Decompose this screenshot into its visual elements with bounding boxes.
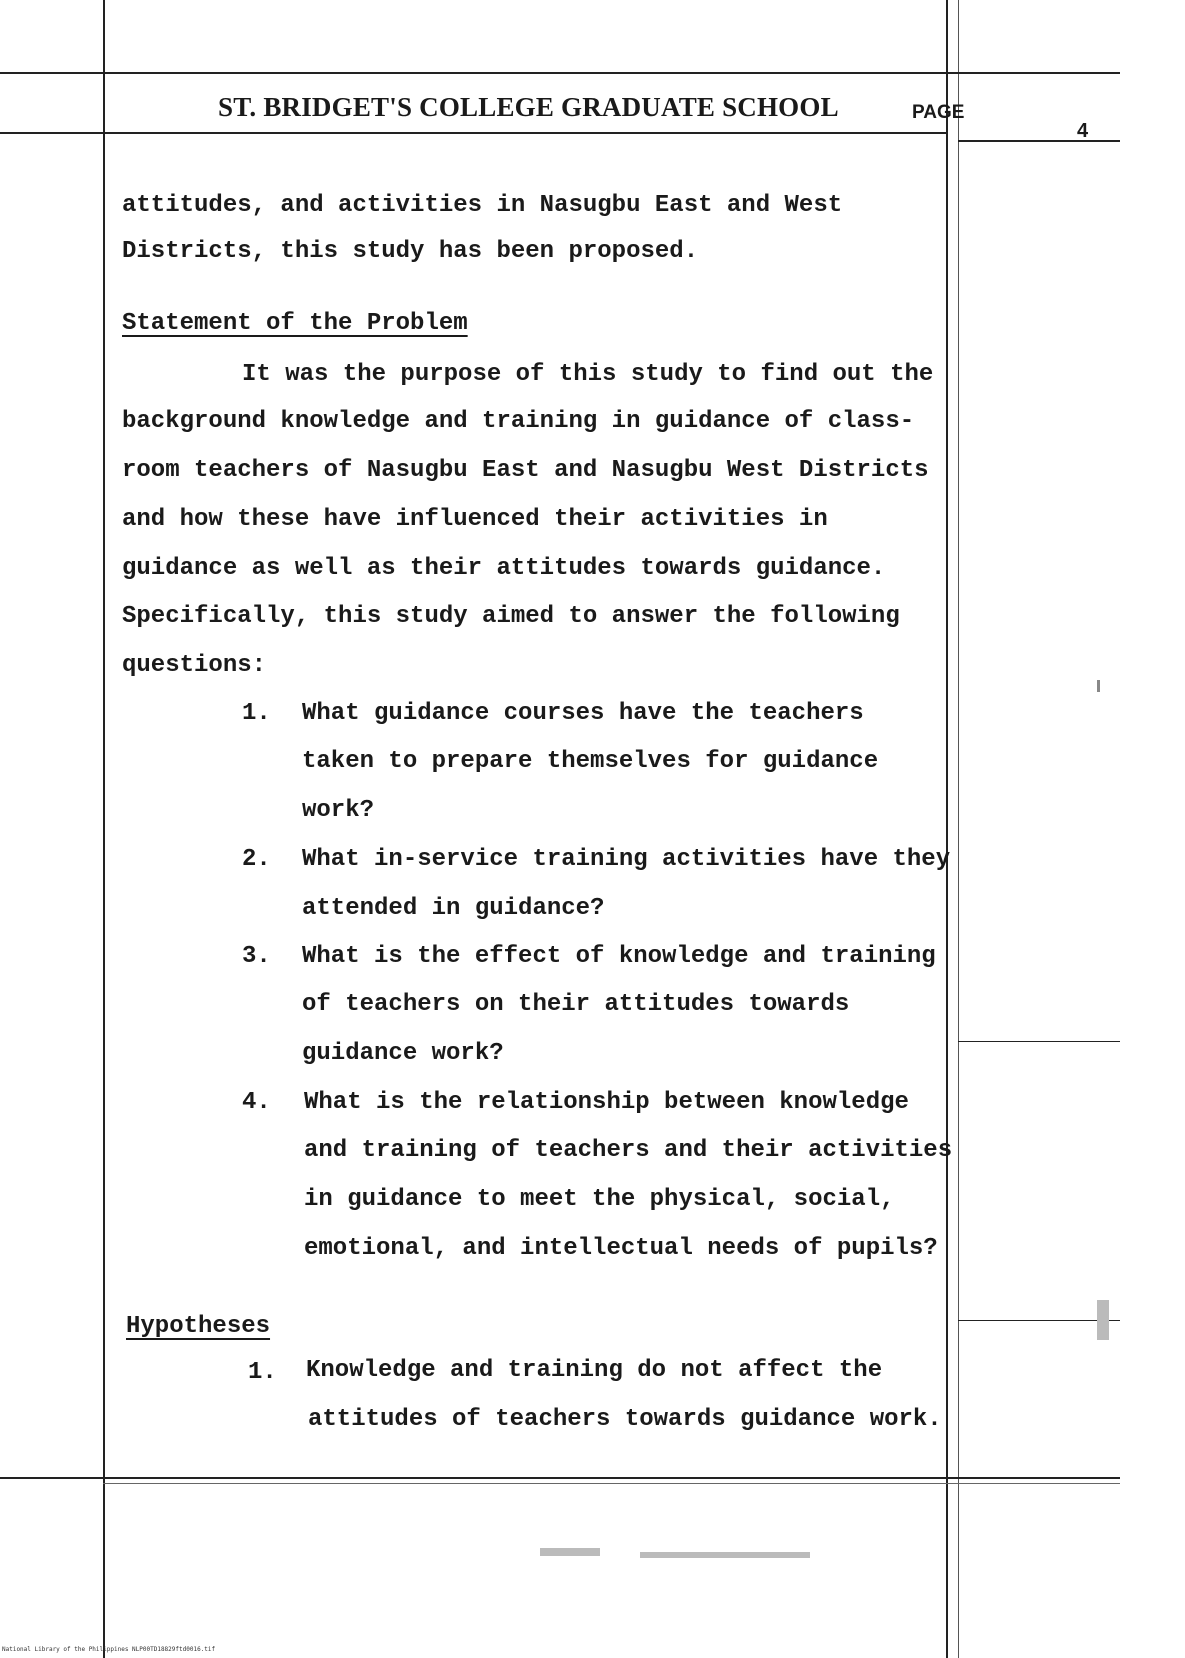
body-line: background knowledge and training in guidance of class-: [122, 408, 915, 435]
question-number: 2.: [242, 846, 271, 873]
question-line: What is the relationship between knowledge: [304, 1089, 909, 1116]
question-number: 3.: [242, 943, 271, 970]
body-line: and how these have influenced their activities in: [122, 506, 828, 533]
body-line: Districts, this study has been proposed.: [122, 238, 699, 265]
hypothesis-line: attitudes of teachers towards guidance work.: [308, 1406, 942, 1433]
body-line: room teachers of Nasugbu East and Nasugbu West Districts: [122, 457, 929, 484]
page-number: 4: [1077, 120, 1089, 142]
header-bottom-rule: [0, 132, 946, 134]
body-line: questions:: [122, 652, 267, 679]
question-line: guidance work?: [302, 1040, 504, 1067]
question-line: in guidance to meet the physical, social,: [304, 1186, 895, 1213]
footer-rule-second: [103, 1483, 1120, 1484]
body-line: guidance as well as their attitudes towards guidance.: [122, 555, 886, 582]
scan-speck: [1097, 1300, 1109, 1340]
question-line: What is the effect of knowledge and training: [302, 943, 936, 970]
question-line: work?: [302, 797, 375, 824]
section-heading-hypotheses: Hypotheses: [126, 1313, 271, 1340]
section-heading-problem: Statement of the Problem: [122, 310, 468, 337]
page-label: PAGE: [912, 102, 965, 123]
question-line: What in-service training activities have they: [302, 846, 951, 873]
scan-credit: National Library of the Philippines NLP00TD18829ftd0016.tif: [2, 1646, 216, 1653]
question-line: of teachers on their attitudes towards: [302, 991, 850, 1018]
header-top-rule: [0, 72, 1120, 74]
body-line: Specifically, this study aimed to answer the following: [122, 603, 900, 630]
question-number: 1.: [242, 700, 271, 727]
side-rule-mid: [958, 1041, 1120, 1042]
scan-speck: [640, 1552, 810, 1558]
question-line: and training of teachers and their activities: [304, 1137, 953, 1164]
hypothesis-number: 1.: [248, 1359, 277, 1386]
question-line: taken to prepare themselves for guidance: [302, 748, 879, 775]
scan-speck: [1097, 680, 1100, 692]
side-rule-lower: [958, 1320, 1120, 1321]
question-line: attended in guidance?: [302, 895, 605, 922]
hypothesis-line: Knowledge and training do not affect the: [306, 1357, 883, 1384]
body-line: It was the purpose of this study to find out the: [242, 361, 934, 388]
far-right-rule: [958, 0, 959, 1658]
question-number: 4.: [242, 1089, 271, 1116]
page-box-bottom-rule: [958, 140, 1120, 142]
page-header-title: ST. BRIDGET'S COLLEGE GRADUATE SCHOOL: [218, 92, 839, 122]
right-margin-rule: [946, 0, 948, 1658]
question-line: emotional, and intellectual needs of pupils?: [304, 1235, 938, 1262]
scan-speck: [540, 1548, 600, 1556]
footer-rule: [0, 1477, 1120, 1479]
left-margin-rule: [103, 0, 105, 1658]
question-line: What guidance courses have the teachers: [302, 700, 864, 727]
body-line: attitudes, and activities in Nasugbu East and West: [122, 192, 843, 219]
